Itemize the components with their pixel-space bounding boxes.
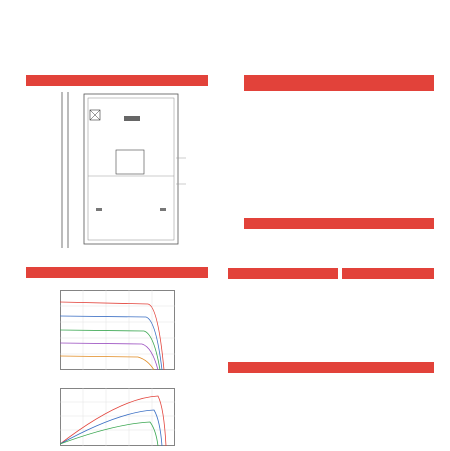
iv-curves-header [26,267,208,278]
iv-chart-1 [60,290,175,370]
iv-curve-1000 [60,302,164,370]
certifications-header [228,362,434,373]
iv-curve-200 [60,356,154,370]
packaging-header [342,268,434,279]
iv-curve-600 [60,330,160,370]
stc-note-banner [244,75,434,91]
dimensions-drawing [26,88,208,256]
dimensions-header [26,75,208,86]
pv-curve-3 [60,422,158,446]
mechanical-data-header [244,218,434,229]
iv-chart-2 [60,388,175,446]
iv-chart-2-plot [60,388,175,446]
dimensions-diagram [26,88,208,256]
iv-chart-1-plot [60,290,175,370]
temperature-header [228,268,338,279]
